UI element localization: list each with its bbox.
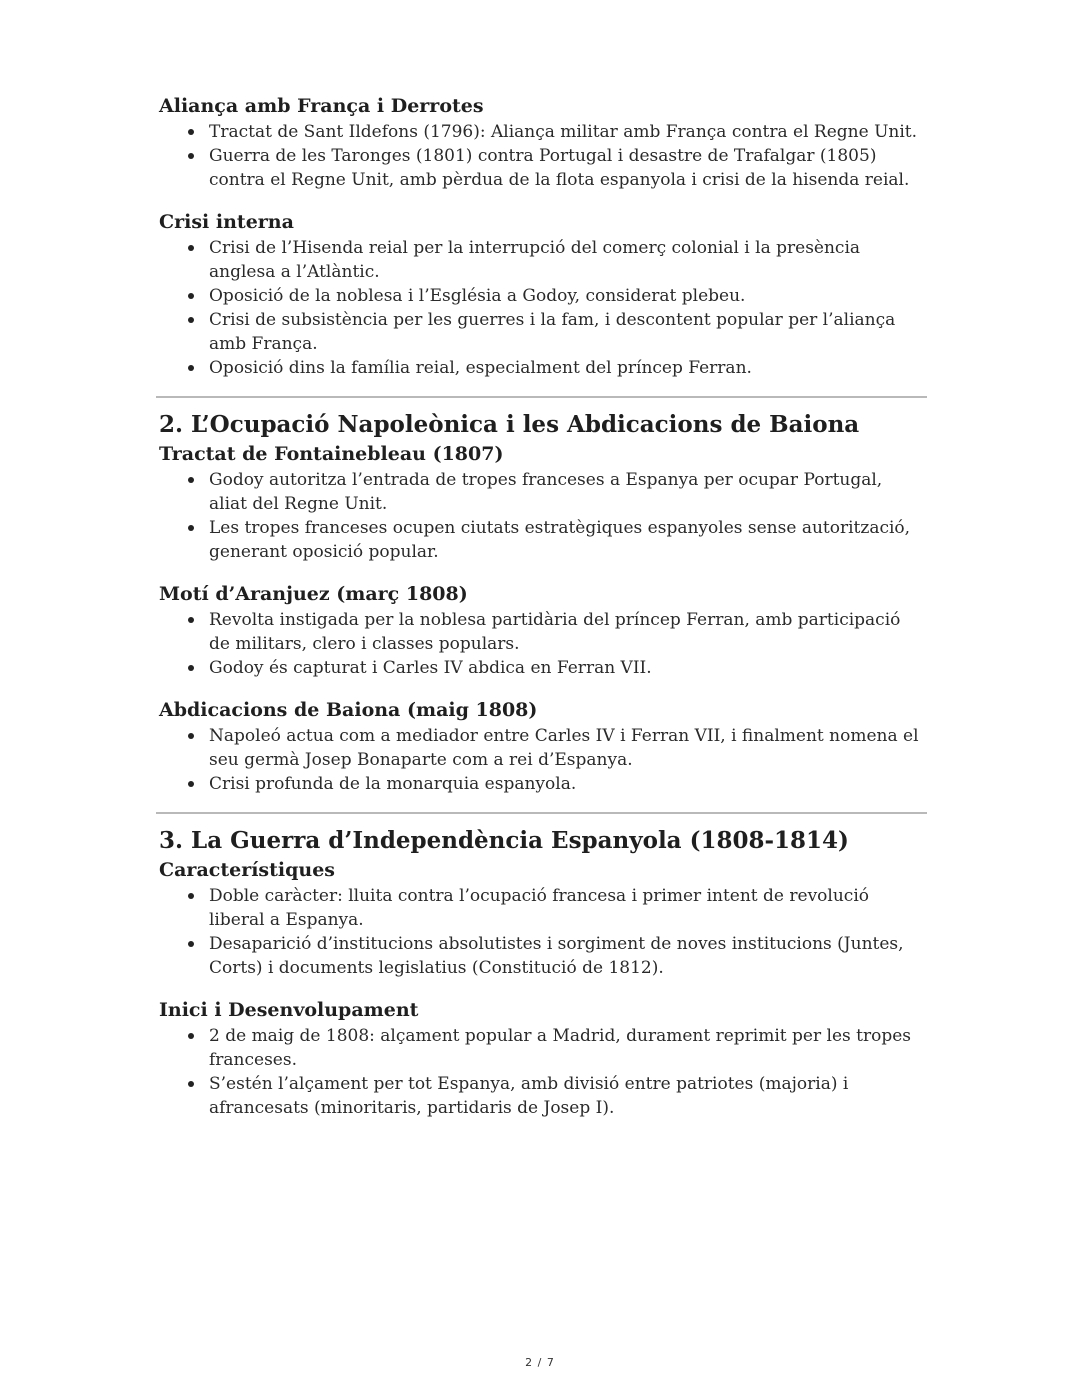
list-item: Crisi de subsistència per les guerres i la fam, i descontent popular per l’aliança amb França.	[159, 308, 924, 356]
page-number: 2 / 7	[525, 1356, 555, 1369]
bullet-list	[159, 724, 924, 796]
list-item: Doble caràcter: lluita contra l’ocupació francesa i primer intent de revolució liberal a Espanya.	[159, 884, 924, 932]
list-item: Godoy autoritza l’entrada de tropes franceses a Espanya per ocupar Portugal, aliat del Regne Unit.	[159, 468, 924, 516]
section-title: 2. L’Ocupació Napoleònica i les Abdicacions de Baiona	[159, 411, 860, 438]
list-item: Crisi de l’Hisenda reial per la interrupció del comerç colonial i la presència anglesa a l’Atlàntic.	[159, 236, 924, 284]
subheading: Inici i Desenvolupament	[159, 999, 419, 1021]
subheading: Crisi interna	[159, 211, 294, 233]
section-title: 3. La Guerra d’Independència Espanyola (1808-1814)	[159, 827, 849, 854]
bullet-list	[159, 1024, 924, 1120]
subheading: Abdicacions de Baiona (maig 1808)	[159, 699, 538, 721]
section-divider	[156, 812, 927, 814]
bullet-list	[159, 608, 924, 680]
list-item: Desaparició d’institucions absolutistes i sorgiment de noves institucions (Juntes, Corts) i documents legislatius (Constitució de 1812).	[159, 932, 924, 980]
list-item: Godoy és capturat i Carles IV abdica en Ferran VII.	[159, 656, 924, 680]
subheading: Tractat de Fontainebleau (1807)	[159, 443, 504, 465]
bullet-list	[159, 884, 924, 980]
subheading: Característiques	[159, 859, 335, 881]
list-item: 2 de maig de 1808: alçament popular a Madrid, durament reprimit per les tropes franceses.	[159, 1024, 924, 1072]
list-item: Guerra de les Taronges (1801) contra Portugal i desastre de Trafalgar (1805) contra el Regne Unit, amb pèrdua de la flota espanyola i crisi de la hisenda reial.	[159, 144, 924, 192]
list-item: Crisi profunda de la monarquia espanyola.	[159, 772, 924, 796]
list-item: Napoleó actua com a mediador entre Carles IV i Ferran VII, i finalment nomena el seu germà Josep Bonaparte com a rei d’Espanya.	[159, 724, 924, 772]
bullet-list	[159, 120, 924, 192]
subheading: Motí d’Aranjuez (març 1808)	[159, 583, 468, 605]
list-item: S’estén l’alçament per tot Espanya, amb divisió entre patriotes (majoria) i afrancesats (minoritaris, partidaris de Josep I).	[159, 1072, 924, 1120]
bullet-list	[159, 468, 924, 564]
document-page	[159, 94, 924, 1120]
section-divider	[156, 396, 927, 398]
list-item: Les tropes franceses ocupen ciutats estratègiques espanyoles sense autorització, generant oposició popular.	[159, 516, 924, 564]
subheading: Aliança amb França i Derrotes	[159, 95, 484, 117]
list-item: Oposició dins la família reial, especialment del príncep Ferran.	[159, 356, 924, 380]
bullet-list	[159, 236, 924, 380]
list-item: Oposició de la noblesa i l’Església a Godoy, considerat plebeu.	[159, 284, 924, 308]
list-item: Tractat de Sant Ildefons (1796): Aliança militar amb França contra el Regne Unit.	[159, 120, 924, 144]
list-item: Revolta instigada per la noblesa partidària del príncep Ferran, amb participació de militars, clero i classes populars.	[159, 608, 924, 656]
